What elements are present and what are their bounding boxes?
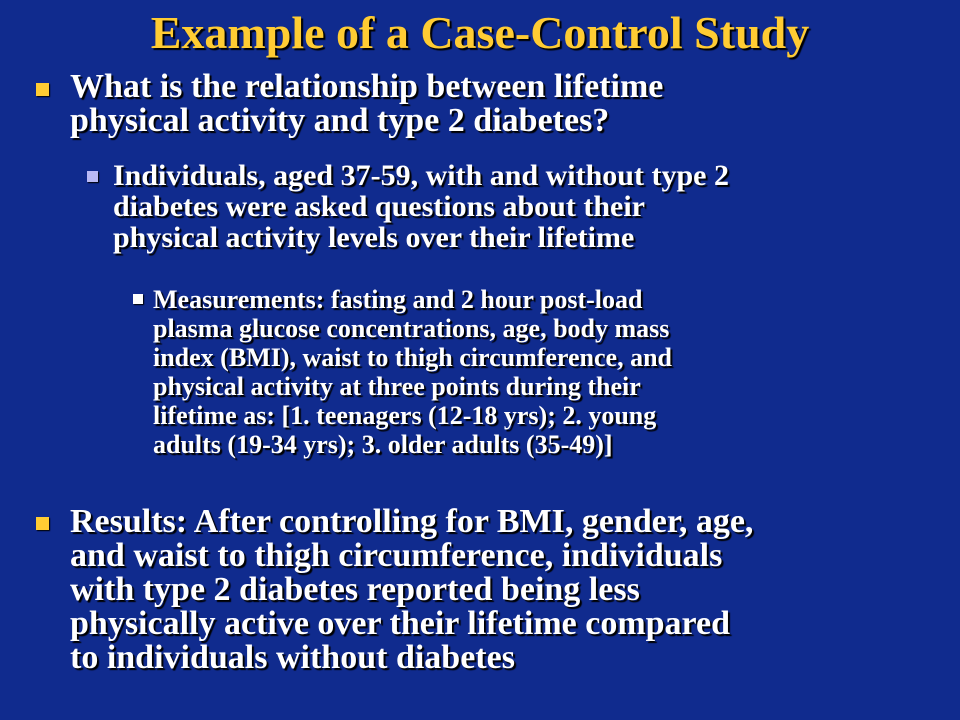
text-line: Results: After controlling for BMI, gender, age, [70,503,754,540]
text-line: to individuals without diabetes [70,639,515,676]
text-line: and waist to thigh circumference, individuals [70,537,723,574]
square-bullet-icon [133,294,143,304]
slide-title: Example of a Case-Control Study [150,7,810,58]
text-line: adults (19-34 yrs); 3. older adults (35-49)] [153,430,613,459]
text-line: lifetime as: [1. teenagers (12-18 yrs); 2. young [153,401,657,430]
measurements [153,285,672,459]
square-bullet-icon [87,171,98,182]
text-line: with type 2 diabetes reported being less [70,571,640,608]
text-line: diabetes were asked questions about their [113,190,645,223]
text-line: What is the relationship between lifetime [70,68,664,105]
results [70,505,753,675]
text-line: Measurements: fasting and 2 hour post-load [153,285,643,314]
square-bullet-icon [36,83,49,96]
research-question [70,70,663,138]
square-bullet-icon [36,517,49,530]
text-line: physical activity levels over their lifetime [113,221,635,254]
text-line: Individuals, aged 37-59, with and without type 2 [113,159,729,192]
study-participants [113,160,729,253]
text-line: physical activity at three points during their [153,372,641,401]
text-line: index (BMI), waist to thigh circumference, and [153,343,672,372]
text-line: physical activity and type 2 diabetes? [70,102,610,139]
text-line: plasma glucose concentrations, age, body mass [153,314,670,343]
text-line: physically active over their lifetime compared [70,605,731,642]
